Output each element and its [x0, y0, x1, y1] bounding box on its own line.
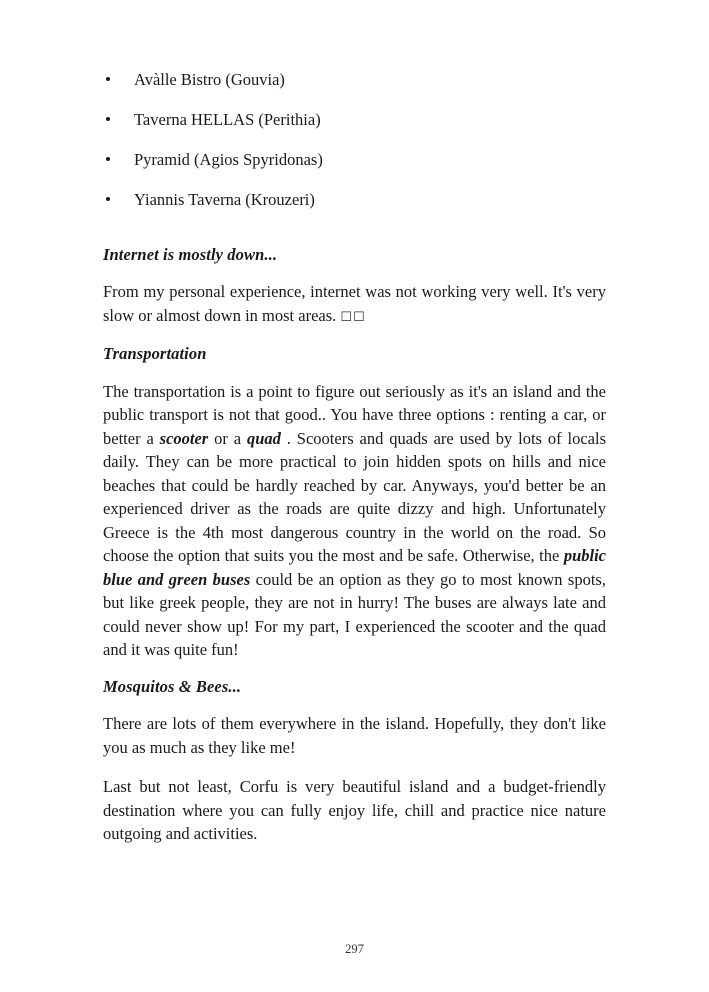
list-item-label: Avàlle Bistro (Gouvia): [134, 70, 285, 89]
emphasis-quad: quad: [246, 428, 281, 448]
list-item-label: Pyramid (Agios Spyridonas): [134, 150, 323, 169]
list-item-label: Yiannis Taverna (Krouzeri): [134, 190, 315, 209]
restaurant-list: [103, 70, 606, 230]
transport-text-part2: or a: [208, 428, 247, 448]
list-item: [103, 190, 606, 230]
paragraph-transportation: [103, 380, 606, 662]
list-item-label: Taverna HELLAS (Perithia): [134, 110, 321, 129]
paragraph-closing: Last but not least, Corfu is very beautiful island and a budget-friendly destination where you can fully enjoy life, chill and practice nice nature outgoing and activities.: [103, 777, 606, 844]
list-item: [103, 110, 606, 150]
bullet-icon: [106, 117, 110, 121]
bullet-icon: [106, 77, 110, 81]
list-item: [103, 70, 606, 110]
section-heading-transportation: Transportation: [103, 344, 207, 364]
page-content: [103, 70, 606, 846]
paragraph-internet: [103, 280, 606, 329]
paragraph-text: From my personal experience, internet was not working very well. It's very slow or almost down in most areas.: [103, 282, 606, 325]
emoji-glyphs: ☐☐: [340, 309, 366, 325]
emphasis-buses: public blue and green buses: [103, 546, 606, 589]
section-heading-internet: Internet is mostly down...: [103, 245, 278, 264]
bullet-icon: [106, 197, 110, 201]
transport-text-part3: . Scooters and quads are used by lots of locals daily. They can be more practical to join hidden spots on hills and nice beaches that could be hardly reached by car. Anyways, you'd better be an experienced driver as the roads are quite dizzy and high. Unfortunately Greece is the 4th most dangerous country in the world on the road. So choose the option that suits you the most and be safe. Otherwise, the: [103, 428, 606, 566]
bullet-icon: [106, 157, 110, 161]
transport-text-part1: The transportation is a point to figure out seriously as it's an island and the public transport is not that good.. You have three options : renting a car, or better a: [103, 381, 606, 448]
paragraph-mosquitos: There are lots of them everywhere in the island. Hopefully, they don't like you as much as they like me!: [103, 714, 606, 757]
emphasis-scooter: scooter: [159, 428, 209, 448]
section-heading-mosquitos: Mosquitos & Bees...: [103, 676, 242, 696]
page-number: 297: [345, 942, 364, 956]
list-item: [103, 150, 606, 190]
transport-text-part4: could be an option as they go to most known spots, but like greek people, they are not in hurry! The buses are always late and could never show up! For my part, I experienced the scooter and the quad and it was quite fun!: [103, 569, 606, 660]
